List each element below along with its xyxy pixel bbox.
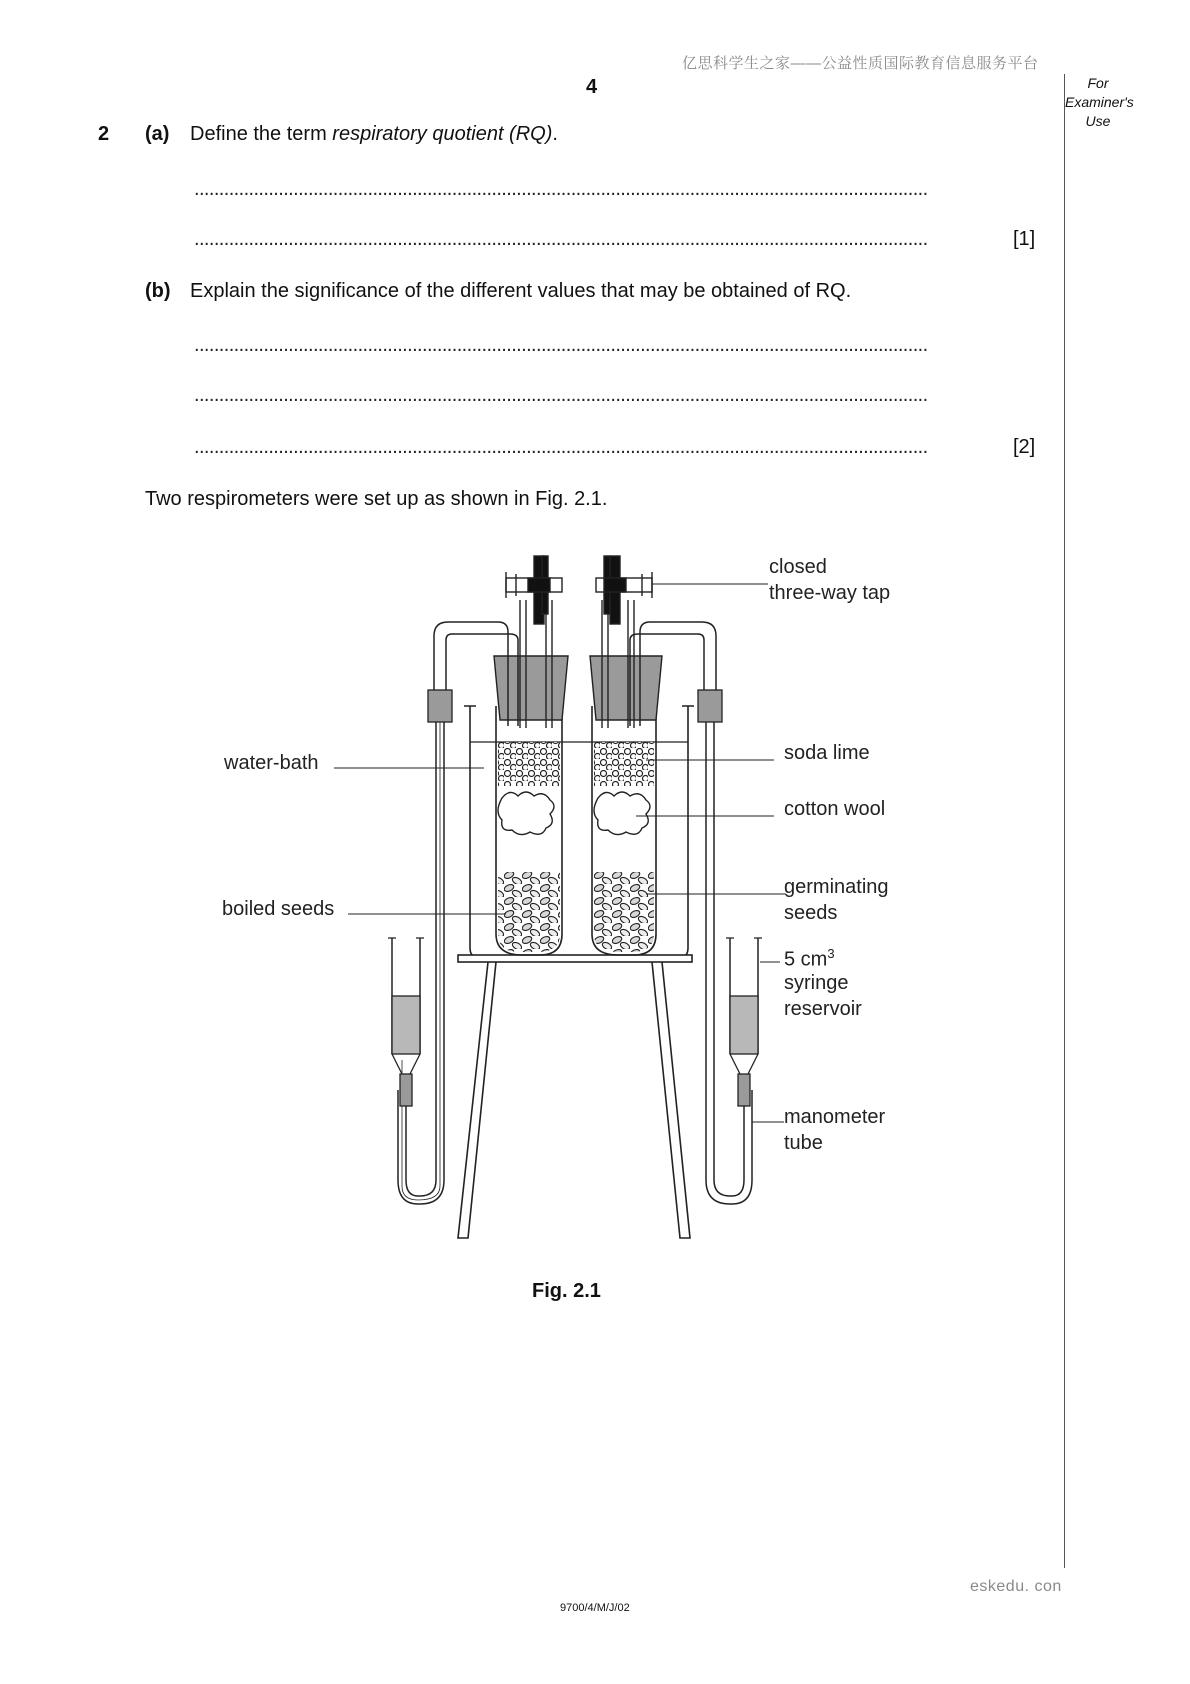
left-boiled-seeds [498, 872, 560, 952]
label-syringe-volume [784, 946, 835, 972]
right-cotton-wool [594, 792, 650, 835]
stand-platform [458, 955, 692, 962]
answer-line[interactable]: .................................................................................................................................................... [194, 334, 928, 356]
left-three-way-tap [506, 556, 562, 624]
label-tap-line2: three-way tap [769, 582, 891, 604]
label-syringe-volume-value: 5 cm [784, 948, 828, 971]
watermark-footer: eskedu. con [970, 1578, 1062, 1595]
right-bung [590, 656, 662, 720]
part-b-mark: [2] [1013, 436, 1036, 458]
label-soda-lime: soda lime [784, 742, 870, 764]
examiner-label-line1: For [1087, 75, 1109, 91]
left-soda-lime [498, 742, 560, 786]
part-a-term: respiratory quotient (RQ) [332, 123, 553, 145]
label-syringe-line2: syringe [784, 972, 849, 994]
right-soda-lime [594, 742, 654, 786]
examiner-label-line2: Examiner's [1065, 94, 1134, 110]
left-syringe-reservoir [392, 996, 420, 1054]
part-b-question: Explain the significance of the different values that may be obtained of RQ. [190, 280, 852, 302]
label-manometer-line2: tube [784, 1132, 823, 1154]
part-b-label: (b) [145, 280, 171, 302]
answer-line[interactable]: .................................................................................................................................................... [194, 384, 928, 406]
label-cotton-wool: cotton wool [784, 798, 886, 820]
part-a-period: . [552, 123, 558, 145]
label-boiled-seeds: boiled seeds [222, 898, 335, 920]
label-water-bath: water-bath [224, 752, 319, 774]
right-connector [698, 690, 722, 722]
answer-line[interactable]: .................................................................................................................................................... [194, 436, 928, 458]
part-a-label: (a) [145, 123, 170, 145]
figure-intro-text: Two respirometers were set up as shown in Fig. 2.1. [145, 488, 608, 510]
examiner-label-line3: Use [1085, 113, 1111, 129]
right-three-way-tap [596, 556, 652, 624]
part-a-mark: [1] [1013, 228, 1036, 250]
figure-caption: Fig. 2.1 [532, 1280, 601, 1302]
right-syringe-nozzle [738, 1074, 750, 1106]
label-manometer-line1: manometer [784, 1106, 886, 1128]
answer-line[interactable]: .................................................................................................................................................... [194, 228, 928, 250]
label-germinating-line1: germinating [784, 876, 889, 898]
stand-leg-right [652, 962, 690, 1238]
left-connector [428, 690, 452, 722]
left-syringe-nozzle [400, 1074, 412, 1106]
part-a-text: Define the term [190, 123, 333, 145]
label-tap-line1: closed [769, 556, 827, 578]
label-syringe-line3: reservoir [784, 998, 862, 1020]
left-bung [494, 656, 568, 720]
label-syringe-volume-sup: 3 [827, 946, 835, 961]
page-number: 4 [586, 76, 598, 98]
answer-line[interactable]: .................................................................................................................................................... [194, 178, 928, 200]
paper-code: 9700/4/M/J/02 [560, 1602, 630, 1614]
left-cotton-wool [498, 792, 554, 835]
stand-leg-left [458, 962, 496, 1238]
question-number: 2 [98, 123, 110, 145]
right-germinating-seeds [594, 872, 654, 952]
right-syringe-reservoir [730, 996, 758, 1054]
watermark-header: 亿思科学生之家——公益性质国际教育信息服务平台 [682, 55, 1039, 72]
label-germinating-line2: seeds [784, 902, 838, 924]
